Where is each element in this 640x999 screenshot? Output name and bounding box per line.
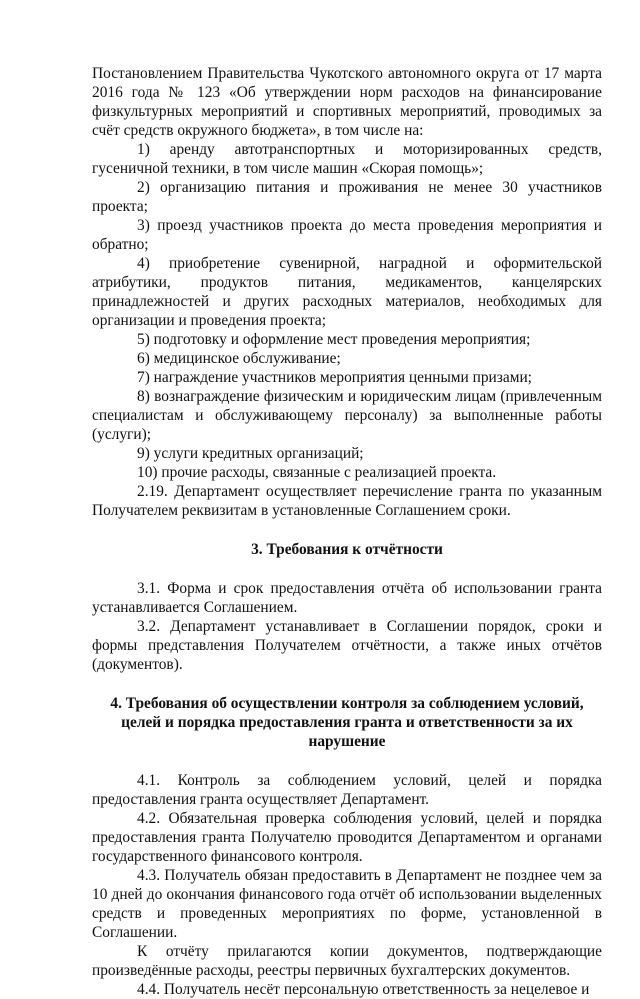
paragraph-4-3: 4.3. Получатель обязан предоставить в Департамент не позднее чем за 10 дней до окончания финансового года отчёт об использовании выделенных средств и проведенных мероприятиях по форме, установленной в Соглашении. (92, 867, 602, 941)
intro-paragraph: Постановлением Правительства Чукотского автономного округа от 17 марта 2016 года № 123 «Об утверждении норм расходов на финансирование физкультурных мероприятий и спортивных мероприятий, проводимых за счёт средств окружного бюджета», в том числе на: (92, 65, 602, 139)
paragraph-4-3-attachments: К отчёту прилагаются копии документов, подтверждающие произведённые расходы, реестры первичных бухгалтерских документов. (92, 943, 602, 979)
list-item-2: 2) организацию питания и проживания не менее 30 участников проекта; (92, 179, 602, 215)
list-item-5: 5) подготовку и оформление мест проведения мероприятия; (137, 331, 531, 348)
list-item-7: 7) награждение участников мероприятия ценными призами; (137, 369, 532, 386)
paragraph-4-1: 4.1. Контроль за соблюдением условий, целей и порядка предоставления гранта осуществляет Департамент. (92, 772, 602, 808)
list-item-3: 3) проезд участников проекта до места проведения мероприятия и обратно; (92, 217, 602, 253)
section-4-heading: 4. Требования об осуществлении контроля за соблюдением условий, целей и порядка предоставления гранта и ответственности за их нарушение (110, 695, 584, 750)
list-item-8: 8) вознаграждение физическим и юридическим лицам (привлеченным специалистам и обслуживающему персоналу) за выполненные работы (услуги); (92, 388, 602, 443)
paragraph-3-2: 3.2. Департамент устанавливает в Соглашении порядок, сроки и формы представления Получателем отчётности, а также иных отчётов (документов). (92, 618, 602, 673)
paragraph-4-2: 4.2. Обязательная проверка соблюдения условий, целей и порядка предоставления гранта Получателю проводится Департаментом и органами государственного финансового контроля. (92, 810, 602, 865)
list-item-1: 1) аренду автотранспортных и моторизированных средств, гусеничной техники, в том числе машин «Скорая помощь»; (92, 141, 602, 177)
paragraph-4-4: 4.4. Получатель несёт персональную ответственность за нецелевое и (137, 981, 590, 998)
paragraph-3-1: 3.1. Форма и срок предоставления отчёта об использовании гранта устанавливается Соглашением. (92, 580, 602, 616)
paragraph-2-19: 2.19. Департамент осуществляет перечисление гранта по указанным Получателем реквизитам в установленные Соглашением сроки. (92, 483, 602, 519)
list-item-9: 9) услуги кредитных организаций; (137, 445, 364, 462)
section-3-heading: 3. Требования к отчётности (251, 541, 443, 558)
list-item-4: 4) приобретение сувенирной, наградной и оформительской атрибутики, продуктов питания, медикаментов, канцелярских принадлежностей и других расходных материалов, необходимых для организации и проведения проекта; (92, 255, 602, 329)
list-item-6: 6) медицинское обслуживание; (137, 350, 341, 367)
list-item-10: 10) прочие расходы, связанные с реализацией проекта. (137, 464, 497, 481)
